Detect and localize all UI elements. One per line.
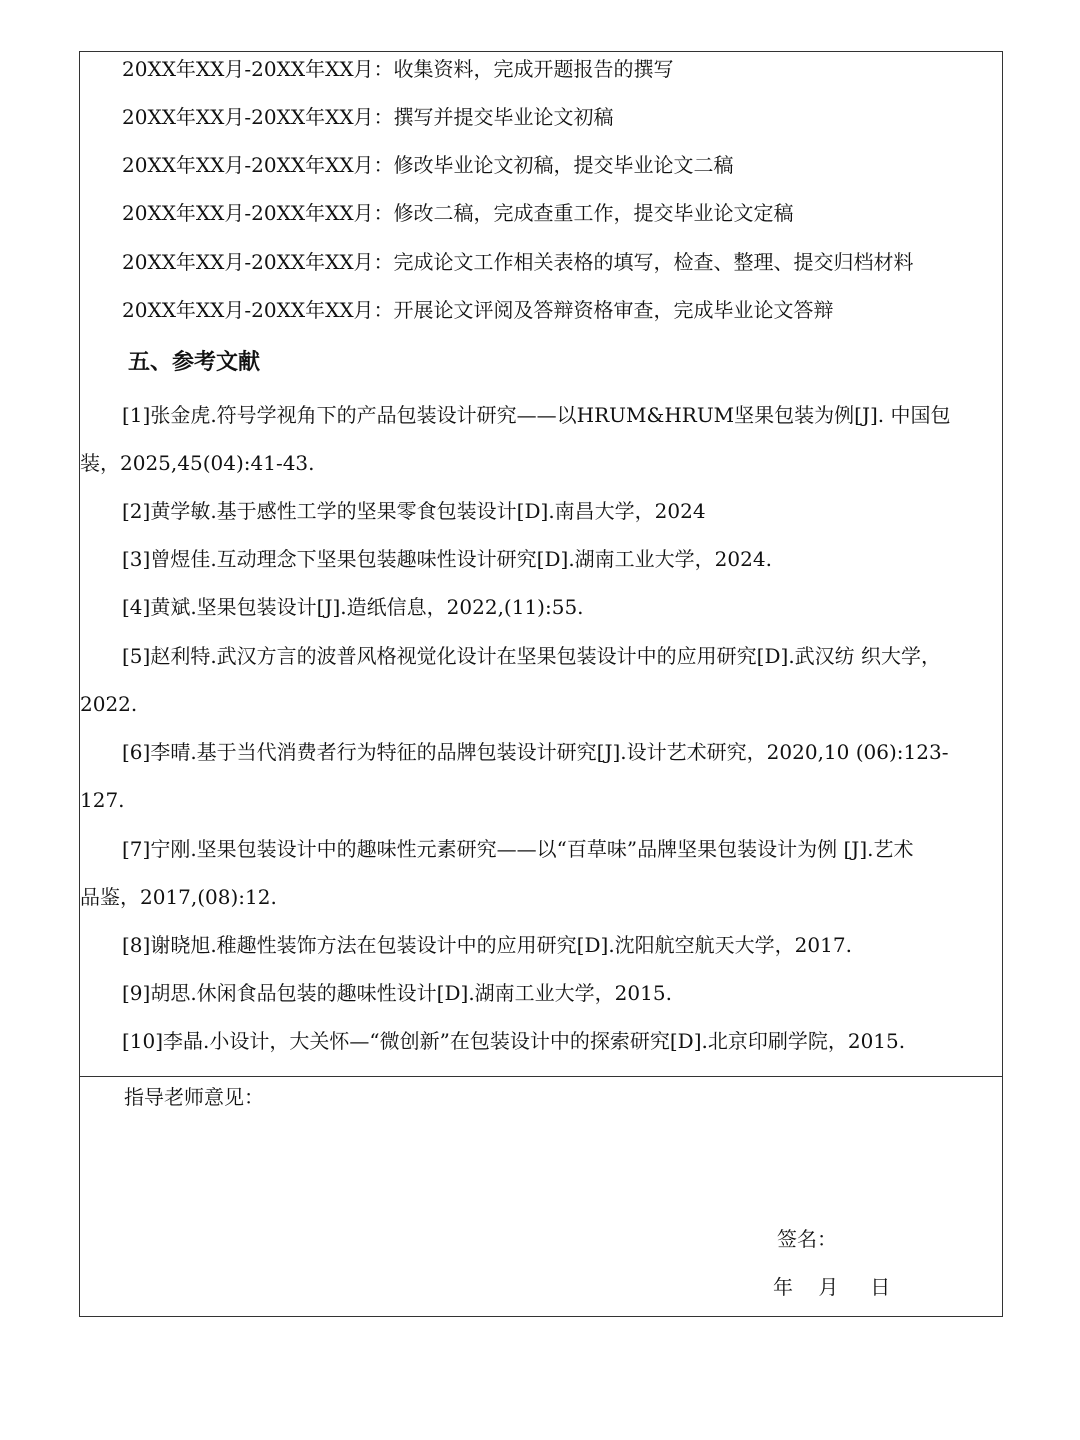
reference-2: [2]黄学敏.基于感性工学的坚果零食包装设计[D].南昌大学，2024 xyxy=(122,499,706,523)
reference-6-line-1: [6]李晴.基于当代消费者行为特征的品牌包装设计研究[J].设计艺术研究，2020,10 (06):123- xyxy=(122,740,949,764)
schedule-item-6: 20XX年XX月-20XX年XX月：开展论文评阅及答辩资格审查，完成毕业论文答辩 xyxy=(122,298,834,322)
schedule-item-2: 20XX年XX月-20XX年XX月：撰写并提交毕业论文初稿 xyxy=(122,105,614,129)
reference-7-line-2: 品鉴，2017,(08):12. xyxy=(80,885,277,909)
reference-3: [3]曾煜佳.互动理念下坚果包装趣味性设计研究[D].湖南工业大学，2024. xyxy=(122,547,772,571)
schedule-item-1: 20XX年XX月-20XX年XX月：收集资料，完成开题报告的撰写 xyxy=(122,57,674,81)
signature-label: 签名： xyxy=(777,1227,837,1251)
reference-10: [10]李晶.小设计，大关怀—“微创新”在包装设计中的探索研究[D].北京印刷学院，2015. xyxy=(122,1029,906,1053)
reference-4: [4]黄斌.坚果包装设计[J].造纸信息，2022,(11):55. xyxy=(122,595,584,619)
reference-8: [8]谢晓旭.稚趣性装饰方法在包装设计中的应用研究[D].沈阳航空航天大学，2017. xyxy=(122,933,852,957)
advisor-opinion-cell xyxy=(80,1076,1002,1316)
reference-1-line-1: [1]张金虎.符号学视角下的产品包装设计研究——以HRUM&HRUM坚果包装为例[J]. 中国包 xyxy=(122,403,951,427)
reference-9: [9]胡思.休闲食品包装的趣味性设计[D].湖南工业大学，2015. xyxy=(122,981,672,1005)
schedule-item-4: 20XX年XX月-20XX年XX月：修改二稿，完成查重工作，提交毕业论文定稿 xyxy=(122,201,794,225)
references-heading: 五、参考文献 xyxy=(128,349,261,375)
reference-5-line-2: 2022. xyxy=(80,692,138,716)
date-line: 年 月 日 xyxy=(773,1275,891,1299)
proposal-form-table xyxy=(79,51,1003,1317)
reference-1-line-2: 装，2025,45(04):41-43. xyxy=(80,451,315,475)
schedule-item-3: 20XX年XX月-20XX年XX月：修改毕业论文初稿，提交毕业论文二稿 xyxy=(122,153,734,177)
schedule-and-references-cell xyxy=(80,52,1002,1077)
advisor-opinion-label: 指导老师意见： xyxy=(124,1085,264,1109)
reference-6-line-2: 127. xyxy=(80,788,125,812)
reference-7-line-1: [7]宁刚.坚果包装设计中的趣味性元素研究——以“百草味”品牌坚果包装设计为例 [J].艺术 xyxy=(122,837,914,861)
schedule-item-5: 20XX年XX月-20XX年XX月：完成论文工作相关表格的填写，检查、整理、提交归档材料 xyxy=(122,250,914,274)
reference-5-line-1: [5]赵利特.武汉方言的波普风格视觉化设计在坚果包装设计中的应用研究[D].武汉纺 织大学， xyxy=(122,644,942,668)
